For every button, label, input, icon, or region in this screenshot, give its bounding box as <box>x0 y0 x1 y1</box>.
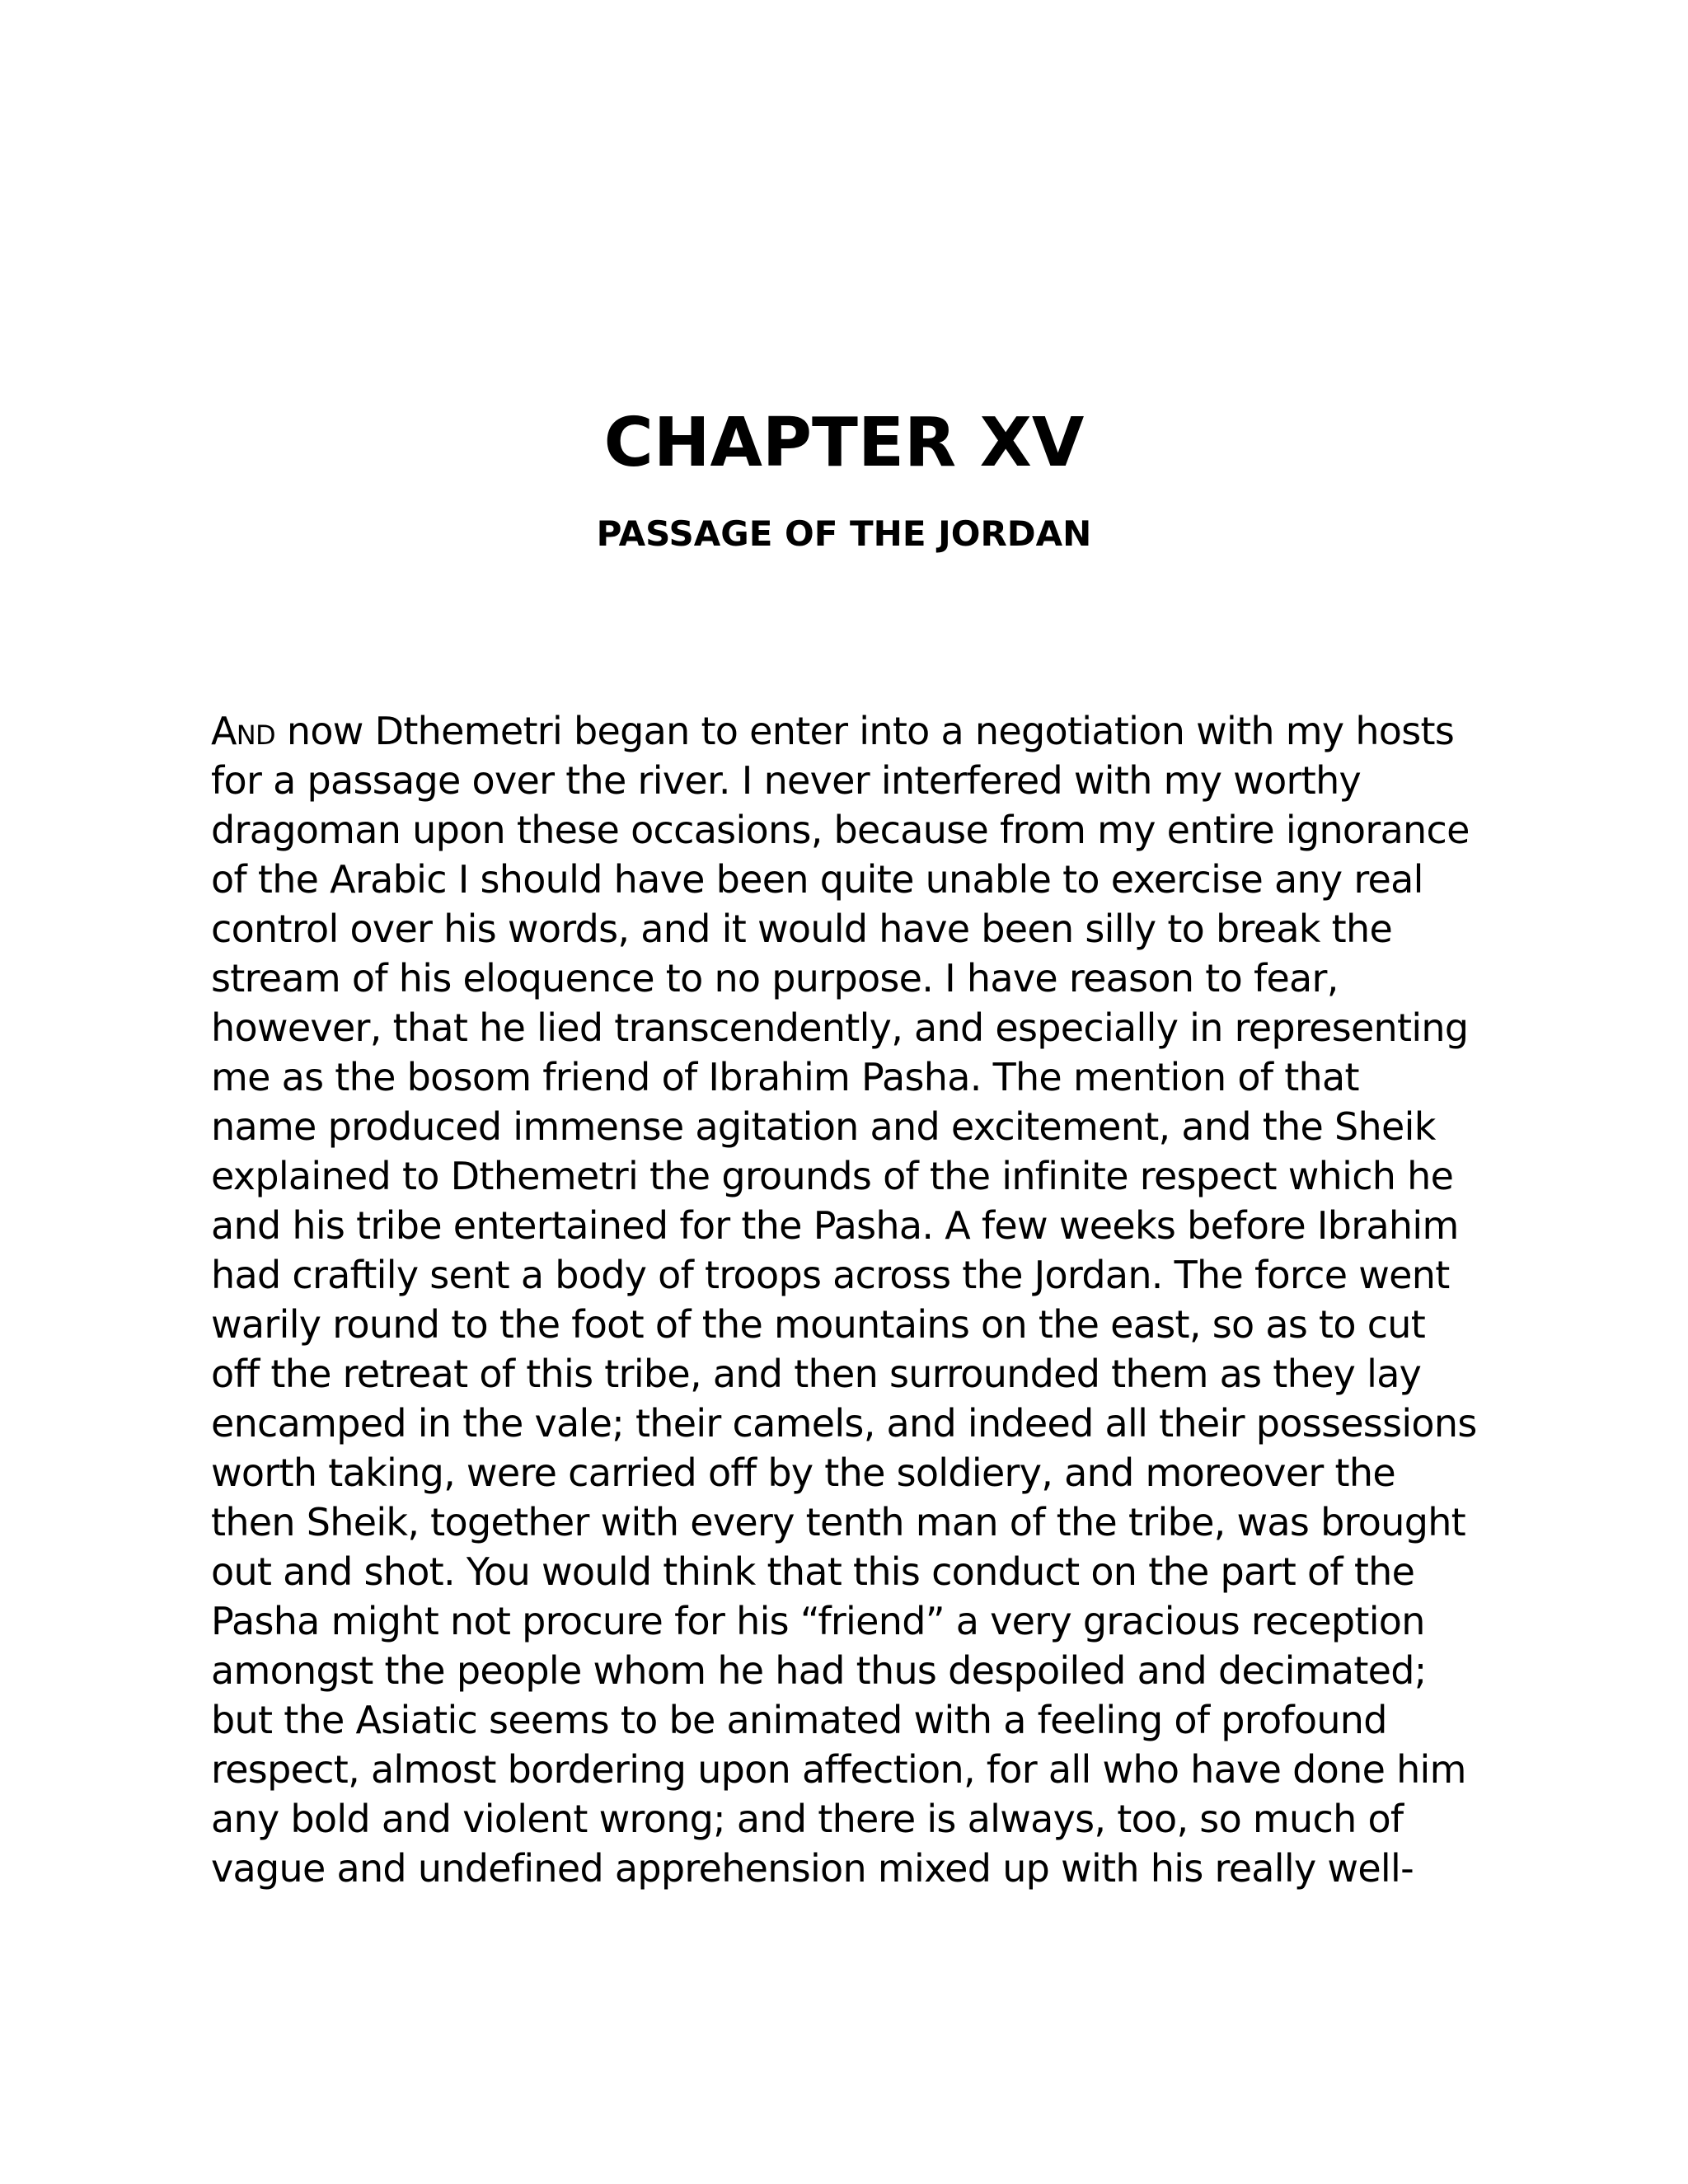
text-line: however, that he lied transcendently, and especially in representing <box>211 1005 1469 1050</box>
text-line: for a passage over the river. I never interfered with my worthy <box>211 758 1362 803</box>
chapter-subtitle: PASSAGE OF THE JORDAN <box>596 513 1092 554</box>
text-line: and his tribe entertained for the Pasha. A few weeks before Ibrahim <box>211 1203 1459 1248</box>
text-line: of the Arabic I should have been quite unable to exercise any real <box>211 857 1423 902</box>
text-line <box>211 706 1497 756</box>
text-line: vague and undefined apprehension mixed up with his really well- <box>211 1846 1414 1891</box>
text-line: worth taking, were carried off by the soldiery, and moreover the <box>211 1451 1395 1495</box>
first-line-text: now Dthemetri began to enter into a negotiation with my hosts <box>274 709 1455 753</box>
text-line: out and shot. You would think that this conduct on the part of the <box>211 1549 1415 1594</box>
text-line: off the retreat of this tribe, and then surrounded them as they lay <box>211 1352 1422 1396</box>
text-line: amongst the people whom he had thus despoiled and decimated; <box>211 1648 1427 1693</box>
opening-word: And <box>211 709 275 753</box>
text-line: name produced immense agitation and excitement, and the Sheik <box>211 1104 1436 1149</box>
text-line: any bold and violent wrong; and there is always, too, so much of <box>211 1797 1404 1841</box>
text-line: but the Asiatic seems to be animated with a feeling of profound <box>211 1698 1387 1742</box>
text-line: warily round to the foot of the mountains on the east, so as to cut <box>211 1302 1426 1347</box>
text-line: encamped in the vale; their camels, and indeed all their possessions <box>211 1401 1477 1446</box>
text-line: me as the bosom friend of Ibrahim Pasha. The mention of that <box>211 1055 1359 1099</box>
body-paragraph <box>211 706 1497 1893</box>
text-line: had craftily sent a body of troops across the Jordan. The force went <box>211 1253 1450 1297</box>
text-line: Pasha might not procure for his “friend” a very gracious reception <box>211 1599 1425 1643</box>
text-line: then Sheik, together with every tenth man of the tribe, was brought <box>211 1500 1465 1544</box>
text-line: respect, almost bordering upon affection, for all who have done him <box>211 1747 1466 1792</box>
text-line: explained to Dthemetri the grounds of the infinite respect which he <box>211 1154 1454 1198</box>
text-line: dragoman upon these occasions, because from my entire ignorance <box>211 808 1470 852</box>
text-line: control over his words, and it would have been silly to break the <box>211 907 1393 951</box>
text-line: stream of his eloquence to no purpose. I have reason to fear, <box>211 956 1339 1001</box>
chapter-title: CHAPTER XV <box>603 404 1085 482</box>
